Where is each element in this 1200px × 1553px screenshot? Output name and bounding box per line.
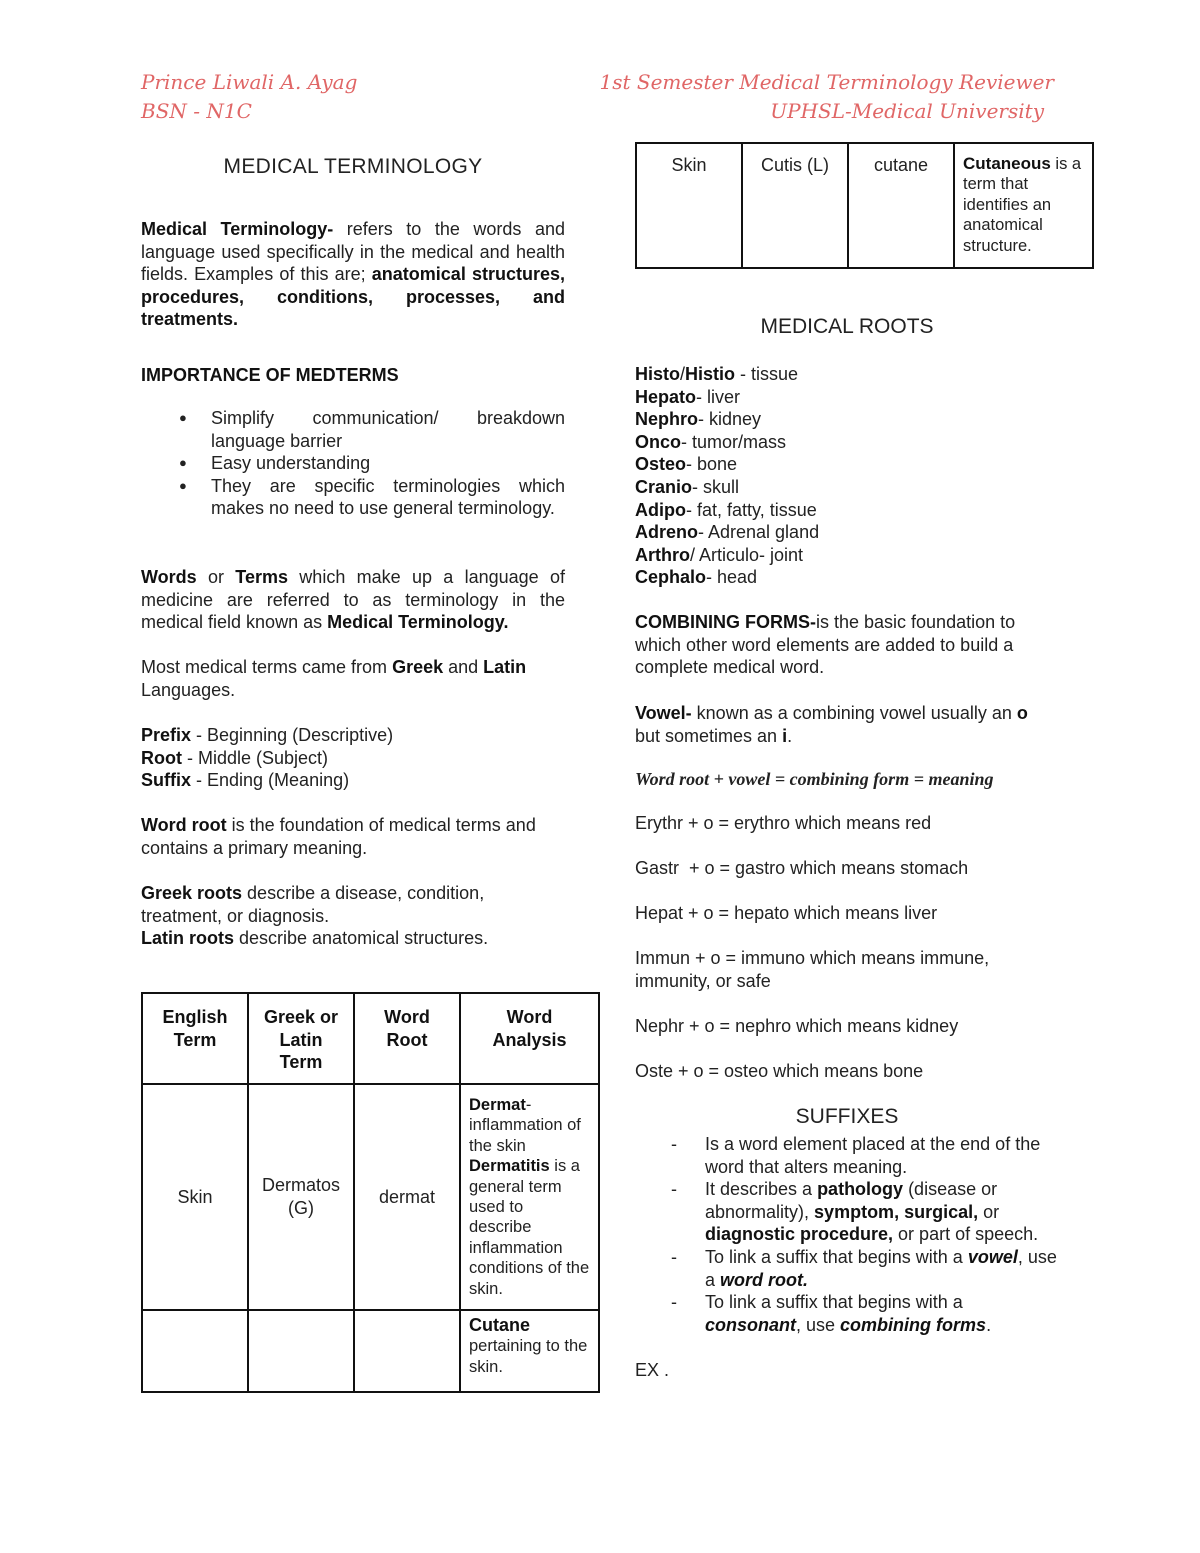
suffix-text-1: To link a suffix that begins with a: [705, 1246, 968, 1267]
example-item: Hepat + o = hepato which means liver: [635, 903, 938, 923]
root-term-2: Histio: [685, 364, 736, 384]
continued-table: [635, 142, 1094, 269]
school-name: UPHSL-Medical University: [770, 99, 1044, 123]
greek-bold: Greek roots: [141, 883, 243, 903]
cell-english: Skin: [671, 155, 707, 175]
list-item: [635, 1178, 1059, 1246]
suffix-text: Is a word element placed at the end of the word that alters meaning.: [705, 1134, 1041, 1177]
table-row: [142, 1084, 599, 1310]
table-header-cell: [248, 993, 354, 1084]
table-cell: [742, 143, 848, 268]
list-item: [635, 453, 1059, 476]
word-part-term: Suffix: [141, 770, 192, 791]
word-part-term: Root: [141, 747, 182, 768]
suffix-bold-1: consonant: [705, 1314, 797, 1335]
cell-root: dermat: [378, 1186, 436, 1207]
root-meaning: - Adrenal gland: [698, 522, 820, 543]
dash-icon: -: [671, 1292, 677, 1313]
importance-heading-text: IMPORTANCE OF MEDTERMS: [141, 365, 399, 385]
vowel-bold-2: o: [1016, 703, 1028, 723]
combining-formula: Word root + vowel = combining form = meaning: [635, 769, 994, 789]
words-bold-2: Terms: [235, 567, 288, 587]
table-header-cell: [460, 993, 599, 1084]
suffix-text-2: , use: [796, 1314, 841, 1335]
bullet-icon: ●: [179, 455, 187, 471]
words-paragraph: [141, 566, 565, 634]
list-item-text: Easy understanding: [211, 453, 371, 474]
dash-icon: -: [671, 1134, 677, 1154]
list-item-text: Simplify communication/ breakdown language barrier: [211, 408, 565, 451]
table-cell: [954, 143, 1093, 268]
list-item: [635, 386, 1059, 409]
header-word-analysis: Word Analysis: [492, 1007, 567, 1050]
suffix-text-4: or part of speech.: [893, 1224, 1039, 1245]
dash-icon: -: [671, 1246, 677, 1267]
word-table: [141, 992, 600, 1393]
list-item: [635, 499, 1059, 522]
table-cell: [354, 1310, 460, 1392]
definition-paragraph: [141, 218, 565, 331]
word-part-suffix: [141, 769, 565, 792]
words-text-2: which make up a language of medicine are referred to as terminology in the medical field known as: [141, 567, 565, 633]
analysis-bold-2: Dermatitis: [469, 1157, 550, 1176]
root-term: Nephro: [635, 409, 698, 430]
table-cell: [460, 1310, 599, 1392]
suffix-bold-2: combining forms: [840, 1314, 987, 1335]
list-item: [635, 431, 1059, 454]
origin-text-2: and: [443, 657, 484, 677]
root-meaning: - tissue: [735, 364, 799, 384]
list-item: [635, 1291, 1059, 1336]
word-parts: [141, 724, 565, 792]
suffix-bold-2: symptom, surgical,: [814, 1201, 979, 1222]
medical-roots-title: MEDICAL ROOTS: [760, 315, 934, 338]
list-item: [635, 1246, 1059, 1291]
table-cell: [460, 1084, 599, 1310]
analysis-text-1: pertaining to the skin.: [469, 1337, 588, 1376]
table-cell: [248, 1310, 354, 1392]
suffix-text-3: or: [978, 1201, 1000, 1222]
origin-bold-2: Latin: [483, 657, 527, 677]
origin-paragraph: [141, 656, 565, 701]
list-item: [635, 408, 1059, 431]
combining-bold: COMBINING FORMS-: [635, 612, 816, 632]
list-item: [635, 566, 1059, 589]
list-item: [635, 521, 1059, 544]
cell-english: Skin: [177, 1186, 213, 1207]
list-item-text: They are specific terminologies which makes no need to use general terminology.: [211, 475, 565, 519]
example-item: Nephr + o = nephro which means kidney: [635, 1016, 959, 1036]
origin-bold-1: Greek: [392, 657, 444, 677]
root-meaning: - liver: [696, 386, 741, 407]
dash-icon: -: [671, 1179, 677, 1200]
importance-heading: [141, 364, 399, 387]
root-term: Cephalo: [635, 567, 707, 588]
words-bold-1: Words: [141, 567, 197, 587]
table-cell: [142, 1084, 248, 1310]
header-greek-latin-term: Greek or Latin Term: [263, 1007, 339, 1073]
list-item: [635, 1133, 1059, 1178]
roots-list: [635, 363, 1059, 589]
list-item: [635, 363, 1059, 386]
origin-text-3: Languages.: [141, 679, 236, 700]
word-part-desc: - Ending (Meaning): [191, 770, 350, 791]
table-header-cell: [142, 993, 248, 1084]
words-bold-3: Medical Terminology.: [327, 612, 509, 633]
vowel-text-3: .: [787, 725, 793, 746]
table-cell: [636, 143, 742, 268]
table-cell: [848, 143, 954, 268]
suffix-bold-3: diagnostic procedure,: [705, 1224, 894, 1245]
analysis-text-1: - inflammation of the skin: [469, 1096, 581, 1155]
suffix-text-3: .: [986, 1314, 992, 1335]
analysis-bold-1: Cutane: [469, 1315, 531, 1335]
combining-forms-paragraph: [635, 611, 1055, 679]
suffix-bold-1: vowel: [967, 1246, 1018, 1267]
table-header-cell: [354, 993, 460, 1084]
wordroot-paragraph: [141, 814, 541, 859]
author-name: Prince Liwali A. Ayag: [141, 70, 358, 94]
analysis-text-2: is a general term used to describe inflammation conditions of the skin.: [469, 1157, 590, 1298]
definition-term: Medical Terminology-: [141, 219, 334, 239]
cell-root: cutane: [873, 155, 929, 175]
root-meaning: - tumor/mass: [681, 431, 787, 452]
importance-list: [141, 407, 565, 520]
vowel-bold: Vowel-: [635, 703, 692, 723]
cell-greek-latin: Dermatos (G): [261, 1175, 341, 1218]
header-english-term: English Term: [162, 1007, 228, 1050]
root-term: Cranio: [635, 476, 693, 497]
analysis-text-1: is a term that identifies an anatomical structure.: [963, 155, 1082, 255]
table-cell: [142, 1310, 248, 1392]
table-row: [636, 143, 1093, 268]
vowel-bold-3: i: [782, 725, 788, 746]
root-meaning: - bone: [686, 454, 738, 475]
word-part-term: Prefix: [141, 725, 192, 745]
latin-bold: Latin roots: [141, 928, 234, 948]
cell-greek-latin: Cutis (L): [760, 155, 829, 175]
suffix-bold-1: pathology: [817, 1179, 904, 1200]
root-term: Adreno: [635, 522, 698, 543]
root-meaning: - kidney: [698, 409, 762, 430]
suffix-text-1: It describes a: [705, 1179, 818, 1200]
list-item: [141, 452, 565, 475]
vowel-text-1: known as a combining vowel usually an: [691, 703, 1017, 723]
root-term: Onco: [635, 431, 682, 452]
analysis-bold-1: Cutaneous: [963, 154, 1051, 173]
suffix-list: [635, 1133, 1059, 1336]
list-item: [141, 475, 565, 520]
example-item: Oste + o = osteo which means bone: [635, 1061, 924, 1081]
root-term: Adipo: [635, 499, 686, 520]
word-part-desc: - Middle (Subject): [181, 747, 329, 768]
example-item: Erythr + o = erythro which means red: [635, 813, 932, 833]
list-item: [635, 476, 1059, 499]
word-part-root: [141, 747, 565, 770]
words-text-1: or: [196, 567, 236, 587]
suffix-text-2: , use a: [705, 1246, 1057, 1290]
wordroot-bold: Word root: [141, 815, 227, 835]
root-meaning: / Articulo- joint: [690, 544, 804, 565]
vowel-paragraph: [635, 702, 1055, 747]
table-cell: [248, 1084, 354, 1310]
greek-text: describe a disease, condition, treatment, or diagnosis.: [141, 883, 485, 926]
root-term: Histo: [635, 364, 680, 384]
root-term: Arthro: [635, 544, 690, 565]
example-label: EX .: [635, 1360, 670, 1380]
table-header-row: [142, 993, 599, 1084]
suffixes-title: SUFFIXES: [795, 1105, 899, 1128]
root-term: Hepato: [635, 386, 697, 407]
list-item: [141, 407, 565, 452]
definition-text: refers to the words and language used specifically in the medical and health fields. Examples of this are;: [141, 219, 565, 285]
table-row: [142, 1310, 599, 1392]
bullet-icon: ●: [179, 477, 187, 493]
definition-bold: anatomical structures, procedures, conditions, processes, and treatments.: [141, 264, 565, 330]
combining-text: is the basic foundation to which other word elements are added to build a complete medical word.: [635, 612, 1016, 678]
latin-paragraph: [141, 927, 565, 950]
root-sep: /: [680, 364, 686, 384]
header-word-root: Word Root: [384, 1007, 430, 1050]
page-title: MEDICAL TERMINOLOGY: [223, 155, 483, 178]
reviewer-title: 1st Semester Medical Terminology Reviewer: [599, 70, 1054, 94]
suffix-bold-2: word root.: [720, 1269, 809, 1290]
word-part-desc: - Beginning (Descriptive): [191, 725, 394, 745]
vowel-text-2: but sometimes an: [635, 725, 783, 746]
greek-paragraph: [141, 882, 541, 927]
word-part-prefix: [141, 724, 565, 747]
wordroot-text: is the foundation of medical terms and contains a primary meaning.: [141, 815, 536, 858]
author-section: BSN - N1C: [141, 99, 252, 123]
root-term: Osteo: [635, 454, 687, 475]
latin-text: describe anatomical structures.: [234, 928, 489, 948]
origin-text-1: Most medical terms came from: [141, 657, 393, 677]
example-item: Gastr + o = gastro which means stomach: [635, 858, 969, 878]
list-item: [635, 544, 1059, 567]
bullet-icon: ●: [179, 410, 187, 425]
analysis-bold-1: Dermat: [469, 1096, 526, 1114]
example-item: Immun + o = immuno which means immune, immunity, or safe: [635, 948, 990, 991]
table-cell: [354, 1084, 460, 1310]
root-meaning: - head: [706, 567, 758, 588]
suffix-text-1: To link a suffix that begins with a: [705, 1292, 963, 1313]
suffix-text-2: (disease or abnormality),: [705, 1179, 998, 1222]
root-meaning: - skull: [692, 476, 740, 497]
root-meaning: - fat, fatty, tissue: [686, 499, 817, 520]
